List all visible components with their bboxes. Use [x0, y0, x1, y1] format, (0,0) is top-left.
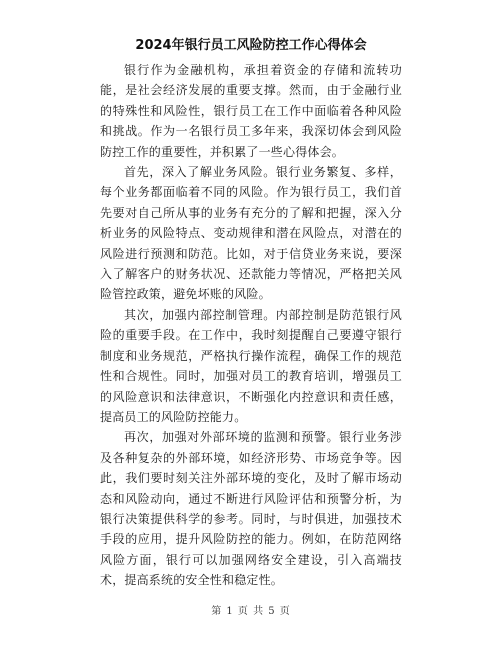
paragraph-first-point: 首先，深入了解业务风险。银行业务繁复、多样，每个业务都面临着不同的风险。作为银行员工，我们首先要对自己所从事的业务有充分的了解和把握，深入分析业务的风险特点、变动规律和潜在风险点，对潜在的风险进行预测和防范。比如，对于信贷业务来说，要深入了解客户的财务状况、还款能力等情况，严格把关风险管控政策，避免坏账的风险。 [100, 165, 402, 302]
page-number-footer: 第 1 页 共 5 页 [211, 606, 291, 617]
document-body [100, 60, 402, 591]
paragraph-third-point: 再次，加强对外部环境的监测和预警。银行业务涉及各种复杂的外部环境，如经济形势、市场竞争等。因此，我们要时刻关注外部环境的变化，及时了解市场动态和风险动向，通过不断进行风险评估和预警分析，为银行决策提供科学的参考。同时，与时俱进，加强技术手段的应用，提升风险防控的能力。例如，在防范网络风险方面，银行可以加强网络安全建设，引入高端技术，提高系统的安全性和稳定性。 [100, 430, 402, 588]
paragraph-second-point: 其次，加强内部控制管理。内部控制是防范银行风险的重要手段。在工作中，我时刻提醒自己要遵守银行制度和业务规范，严格执行操作流程，确保工作的规范性和合规性。同时，加强对员工的教育培训，增强员工的风险意识和法律意识，不断强化内控意识和责任感，提高员工的风险防控能力。 [100, 307, 402, 424]
paragraph-intro: 银行作为金融机构，承担着资金的存储和流转功能，是社会经济发展的重要支撑。然而，由于金融行业的特殊性和风险性，银行员工在工作中面临着各种风险和挑战。作为一名银行员工多年来，我深切体会到风险防控工作的重要性，并积累了一些心得体会。 [100, 63, 402, 159]
document-title: 2024年银行员工风险防控工作心得体会 [135, 38, 367, 53]
